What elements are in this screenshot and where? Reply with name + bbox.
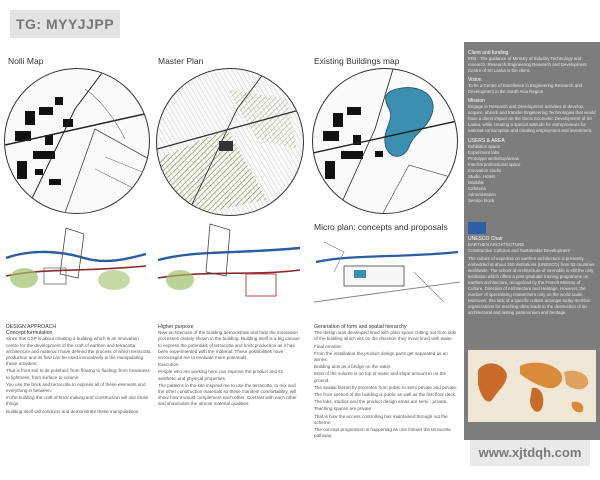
paragraph: From the installation the product design parts get separated as an annex.	[314, 350, 448, 363]
paragraph: That is from soil to its polished: from flowing to fluiding; from heaviness to lightness; from surface to volume	[6, 368, 150, 380]
generation-of-form-text	[314, 324, 460, 440]
existing-buildings-circle	[312, 68, 458, 214]
users-item: Exhibition space	[468, 144, 500, 149]
existing-buildings-drawing	[313, 69, 457, 213]
paragraph: Building itself will conducts and demonstrate these manipulations.	[6, 408, 140, 414]
design-approach-text	[6, 324, 152, 416]
panel-title-micro: Micro plan: concepts and proposals	[314, 222, 448, 232]
unesco-logo	[468, 222, 486, 234]
client-text: IRM - The guidance of Ministry of Industry Technology and research. Research Engineering Research and Development Centre of Sri Lanka is the client.	[468, 56, 587, 73]
users-item: Service block	[468, 198, 495, 203]
users-item: Administration	[468, 192, 496, 197]
panel-title-master: Master Plan	[158, 56, 204, 66]
users-item: Internal professional space	[468, 162, 521, 167]
paragraph: You use the brick and terracotta to express all of these elements and everything in between.	[6, 381, 146, 394]
unesco-subheading: EARTHEN ARCHITECTURE	[468, 242, 525, 247]
client-heading: Client and funding	[468, 50, 509, 56]
users-item: Experiment labs	[468, 150, 500, 155]
higher-purpose-heading: Higher purpose	[158, 324, 194, 330]
nolli-sketch	[4, 218, 148, 318]
paragraph: The front section of the building is public as well as the first floor deck.	[314, 392, 457, 398]
mission-heading: Mission	[468, 98, 485, 104]
paragraph: Since this CSP is about creating a building which is an innovation centre for the development of the craft of earthen and terracotta architecture and material I have defined the process of which terracotta production and its flow can be used innovatively in the manipulating these activities.	[6, 336, 151, 367]
panel-title-existing: Existing Buildings map	[314, 56, 400, 66]
users-heading: USERS & AREA	[468, 138, 505, 144]
unesco-heading: UNESCO Chair	[468, 236, 503, 242]
paragraph: The labs, studios and the product design areas are semi - private.	[314, 399, 448, 405]
users-item: Studio, Hotels	[468, 174, 496, 179]
watermark-site: www.xjtdqh.com	[470, 440, 590, 466]
paragraph: Final emotion	[314, 343, 342, 349]
watermark-tag: TG: MYYJJPP	[10, 10, 120, 38]
paragraph: People who are working here can improve the product and its aesthetic and physical properties.	[158, 369, 283, 381]
unesco-body: The culture of expertise on earthen architecture is presently embedded at about 150 institutions (UNESCO) from 52 countries worldwide. The school of Architecture of Grenoble is still the only institution which offers a post graduate training programme on earthen architecture, recognized by the French Ministry of Culture, Direction of Architecture and Heritage. However, the number of specialising researchers only on the world scale. Moreover, this lack of a specific culture amongst today member organizations for teaching often leads to the destruction of an architectural and lasting patrimonium and heritage.	[468, 256, 595, 315]
users-item: Innovation studio	[468, 168, 502, 173]
master-sketch	[156, 218, 302, 318]
paragraph: That is how the access controlling has maintained through out the scheme.	[314, 413, 448, 425]
client-section	[468, 50, 596, 204]
mission-text: Engage in Research and Development activities to develop, acquire, absorb and transfer Engineering Technologies that would have a direct impact on the Socio Economic Development of Sri Lanka, while creating a special aptitude for entrepreneurs for national consumption and creating employment and investment.	[468, 104, 596, 133]
generation-heading: Generation of form and spatial hierarchy	[314, 324, 407, 330]
vision-text: To be a Centre of Excellence in Engineering Research and Development in the South Asia Region	[468, 83, 582, 94]
master-plan-drawing	[157, 69, 303, 215]
master-plan-circle	[156, 68, 304, 216]
design-approach-heading: DESIGN APPROACH	[6, 324, 57, 330]
paragraph: The spatial hierarchy promotes from public to semi private and private.	[314, 384, 458, 390]
paragraph: Execution	[158, 362, 179, 368]
paragraph: In the building the craft of brick making and construction will use these things.	[6, 395, 149, 407]
paragraph: The patterns in the site inspired me to use the terracotta, to mix and the other construction materials so these manifest comfortability, will show how it would complement each other. Contrast with each other and showcases the utmost material qualities.	[158, 382, 297, 407]
users-item: Prototype workshop/areas	[468, 156, 520, 161]
nolli-map-drawing	[5, 69, 149, 213]
world-map	[468, 350, 596, 422]
paragraph: Most of the volume is on top of water and slope amount to on the ground.	[314, 371, 447, 383]
vision-heading: Vision	[468, 77, 482, 83]
unesco-subheading-2: Constructive Cultures and Sustainable Development	[468, 248, 570, 253]
users-item: Cafeteria	[468, 186, 486, 191]
panel-title-nolli: Nolli Map	[8, 56, 44, 66]
world-map-drawing	[468, 350, 596, 422]
paragraph: The design was developed lined with plain space cutting out from side of the building which sits on the direction they move lined with water.	[314, 330, 457, 342]
concept-heading: Concept formulation	[6, 330, 53, 337]
micro-plan-sketch	[314, 232, 460, 318]
nolli-map-circle	[4, 68, 150, 214]
users-item: Modular	[468, 180, 484, 185]
higher-purpose-text	[158, 324, 302, 409]
paragraph: The concept progression is happening as one follows the terracotta pathway.	[314, 427, 451, 439]
paragraph: New architecture of the building demonstrate and help the innovation processes closely shown in the building. Building itself is a big canvas to express the potentials of terracotta and brick production as it has been experimented with the material. These possibilities have encouraged me to evaluate more potentials.	[158, 330, 300, 361]
paragraph: Teaching spaces are private.	[314, 406, 373, 412]
paragraph: Building acts as a bridge on the water.	[314, 364, 392, 370]
unesco-section	[468, 236, 596, 316]
